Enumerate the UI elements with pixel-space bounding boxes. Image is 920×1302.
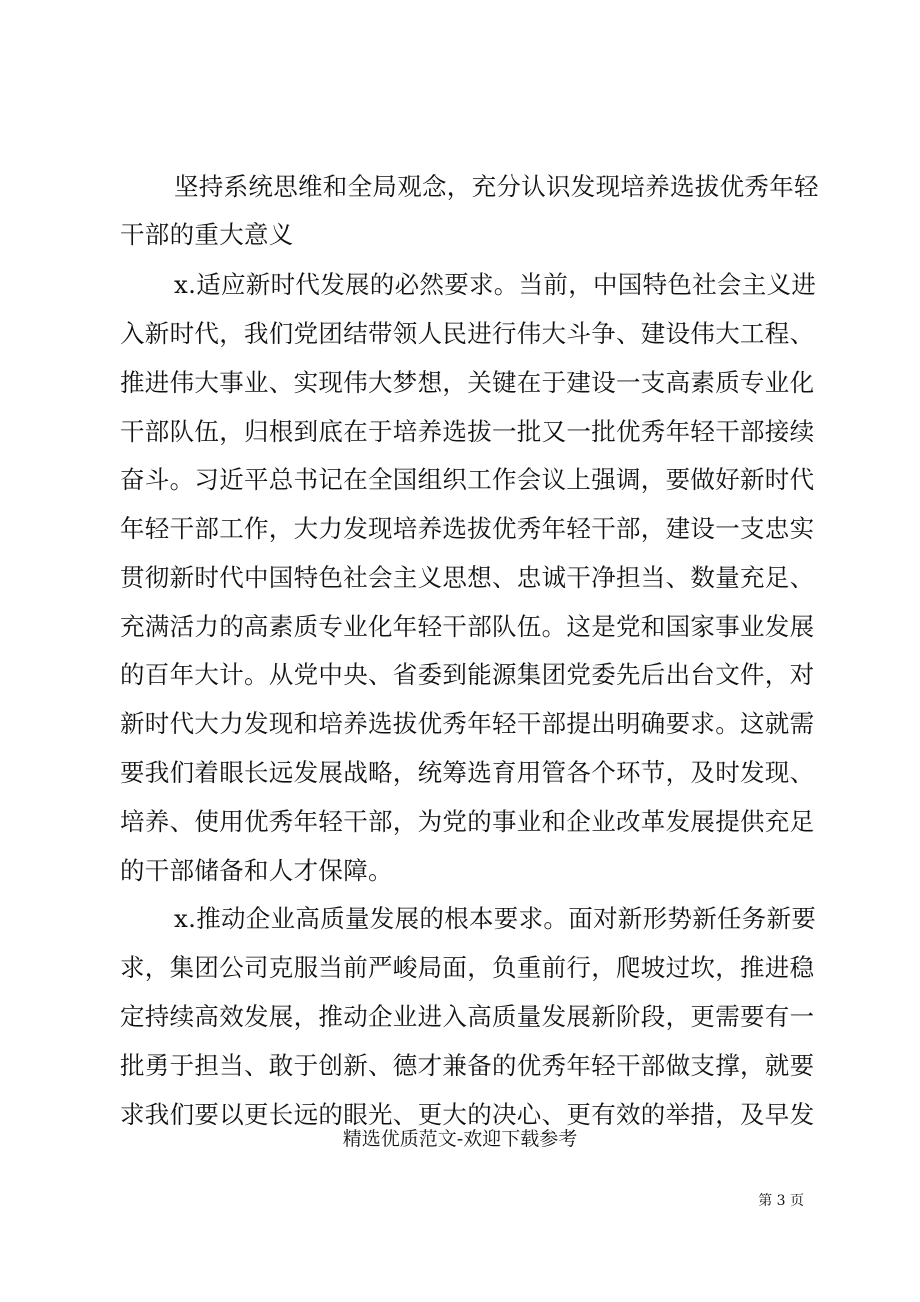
paragraph-1-line: x.适应新时代发展的必然要求。当前，中国特色社会主义进 [174, 270, 817, 299]
section-heading-line-1: 坚持系统思维和全局观念，充分认识发现培养选拔优秀年轻 [174, 172, 819, 201]
paragraph-1-line: 干部队伍，归根到底在于培养选拔一批又一批优秀年轻干部接续 [120, 417, 815, 446]
paragraph-2-line: 求我们要以更长远的眼光、更大的决心、更有效的举措，及早发 [120, 1100, 815, 1129]
paragraph-1-line: 充满活力的高素质专业化年轻干部队伍。这是党和国家事业发展 [120, 612, 815, 641]
paragraph-2-line: 求，集团公司克服当前严峻局面，负重前行，爬坡过坎，推进稳 [120, 953, 815, 982]
paragraph-1-line: 新时代大力发现和培养选拔优秀年轻干部提出明确要求。这就需 [120, 709, 815, 738]
paragraph-2-line: 批勇于担当、敢于创新、德才兼备的优秀年轻干部做支撑，就要 [120, 1051, 815, 1080]
footer-text: 精选优质范文-欢迎下载参考 [342, 1128, 578, 1150]
paragraph-1-line: 培养、使用优秀年轻干部，为党的事业和企业改革发展提供充足 [120, 807, 815, 836]
paragraph-1-line: 的百年大计。从党中央、省委到能源集团党委先后出台文件，对 [120, 660, 815, 689]
paragraph-1-line: 年轻干部工作，大力发现培养选拔优秀年轻干部，建设一支忠实 [120, 514, 815, 543]
paragraph-2-line: 定持续高效发展，推动企业进入高质量发展新阶段，更需要有一 [120, 1002, 815, 1031]
paragraph-1-line: 推进伟大事业、实现伟大梦想，关键在于建设一支高素质专业化 [120, 368, 815, 397]
paragraph-1-line: 贯彻新时代中国特色社会主义思想、忠诚干净担当、数量充足、 [120, 563, 815, 592]
paragraph-1-line: 入新时代，我们党团结带领人民进行伟大斗争、建设伟大工程、 [120, 319, 815, 348]
section-heading-line-2: 干部的重大意义 [120, 220, 294, 249]
page-number: 第 3 页 [758, 1193, 804, 1209]
paragraph-1-line: 要我们着眼长远发展战略，统筹选育用管各个环节，及时发现、 [120, 758, 815, 787]
paragraph-1-line: 奋斗。习近平总书记在全国组织工作会议上强调，要做好新时代 [120, 465, 815, 494]
paragraph-1-line: 的干部储备和人才保障。 [120, 856, 393, 885]
paragraph-2-line: x.推动企业高质量发展的根本要求。面对新形势新任务新要 [174, 904, 817, 933]
